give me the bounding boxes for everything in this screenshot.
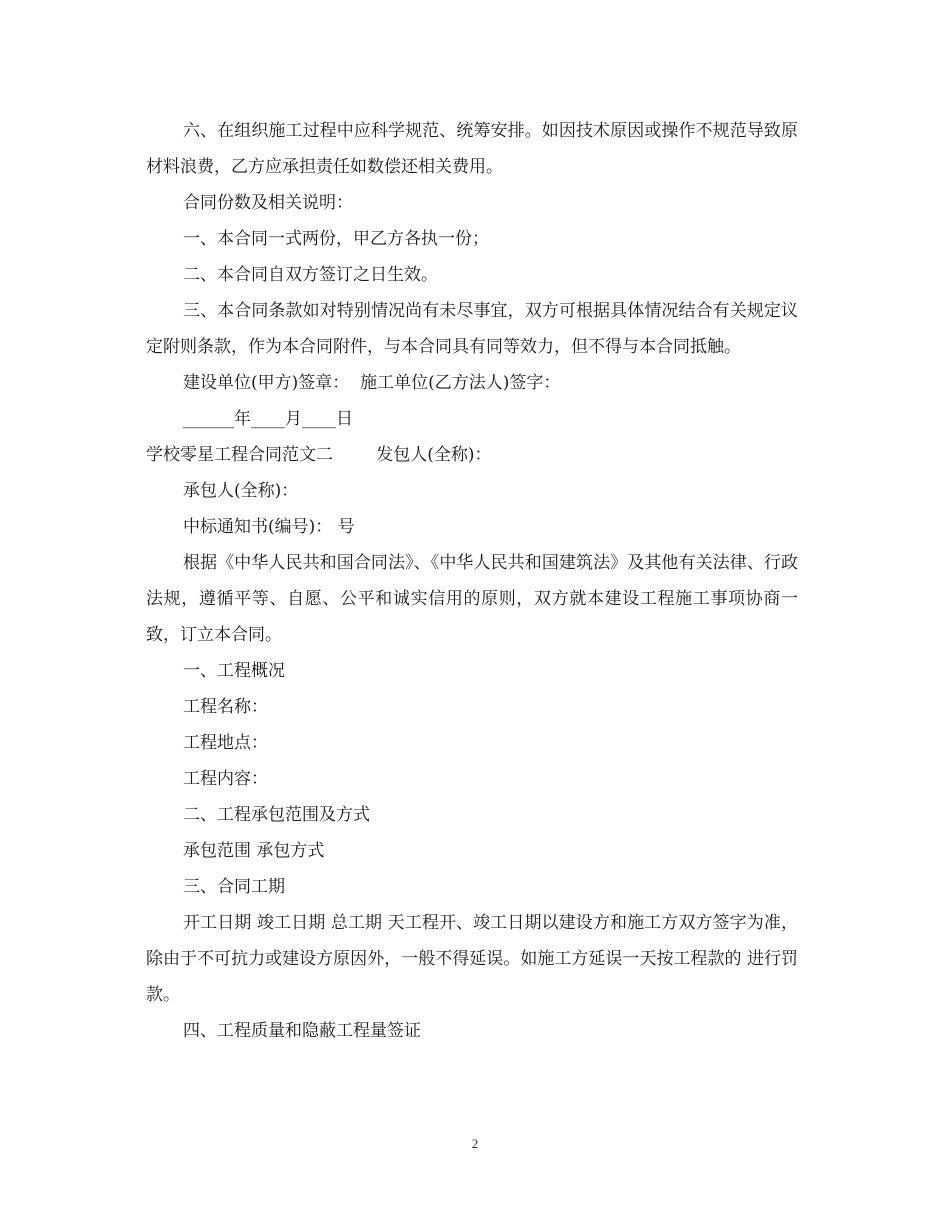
copies-item-one: 一、本合同一式两份，甲乙方各执一份； [183, 229, 489, 249]
second-contract-title-line: 学校零星工程合同范文二 发包人(全称)： [146, 445, 492, 465]
section-two-heading: 二、工程承包范围及方式 [183, 805, 370, 825]
schedule-paragraph: 开工日期 竣工日期 总工期 天工程开、竣工日期以建设方和施工方双方签字为准，除由于不可抗力或建设方原因外，一般不得延误。如施工方延误一天按工程款的 进行罚款。 [146, 913, 798, 1005]
date-line: ______年____月____日 [183, 409, 353, 429]
section-one-heading: 一、工程概况 [183, 661, 285, 681]
signature-line: 建设单位(甲方)签章： 施工单位(乙方法人)签字： [183, 373, 561, 393]
bid-notice-line: 中标通知书(编号)： 号 [183, 517, 355, 537]
project-content-line: 工程内容： [183, 769, 268, 789]
section-four-heading: 四、工程质量和隐蔽工程量签证 [183, 1021, 421, 1041]
page-number: 2 [471, 1136, 479, 1151]
copies-item-three: 三、本合同条款如对特别情况尚有未尽事宜，双方可根据具体情况结合有关规定议定附则条款，作为本合同附件，与本合同具有同等效力，但不得与本合同抵触。 [146, 301, 798, 357]
project-location-line: 工程地点： [183, 733, 268, 753]
section-three-heading: 三、合同工期 [183, 877, 285, 897]
scope-method-line: 承包范围 承包方式 [183, 841, 325, 861]
contractor-line: 承包人(全称)： [183, 481, 299, 501]
project-name-line: 工程名称： [183, 697, 268, 717]
copies-item-two: 二、本合同自双方签订之日生效。 [183, 265, 438, 285]
legal-basis-paragraph: 根据《中华人民共和国合同法》、《中华人民共和国建筑法》及其他有关法律、行政法规，遵循平等、自愿、公平和诚实信用的原则，双方就本建设工程施工事项协商一致，订立本合同。 [146, 553, 798, 645]
document-body [146, 113, 798, 1049]
copies-heading: 合同份数及相关说明： [183, 193, 353, 213]
clause-six-paragraph: 六、在组织施工过程中应科学规范、统筹安排。如因技术原因或操作不规范导致原材料浪费，乙方应承担责任如数偿还相关费用。 [146, 121, 798, 177]
